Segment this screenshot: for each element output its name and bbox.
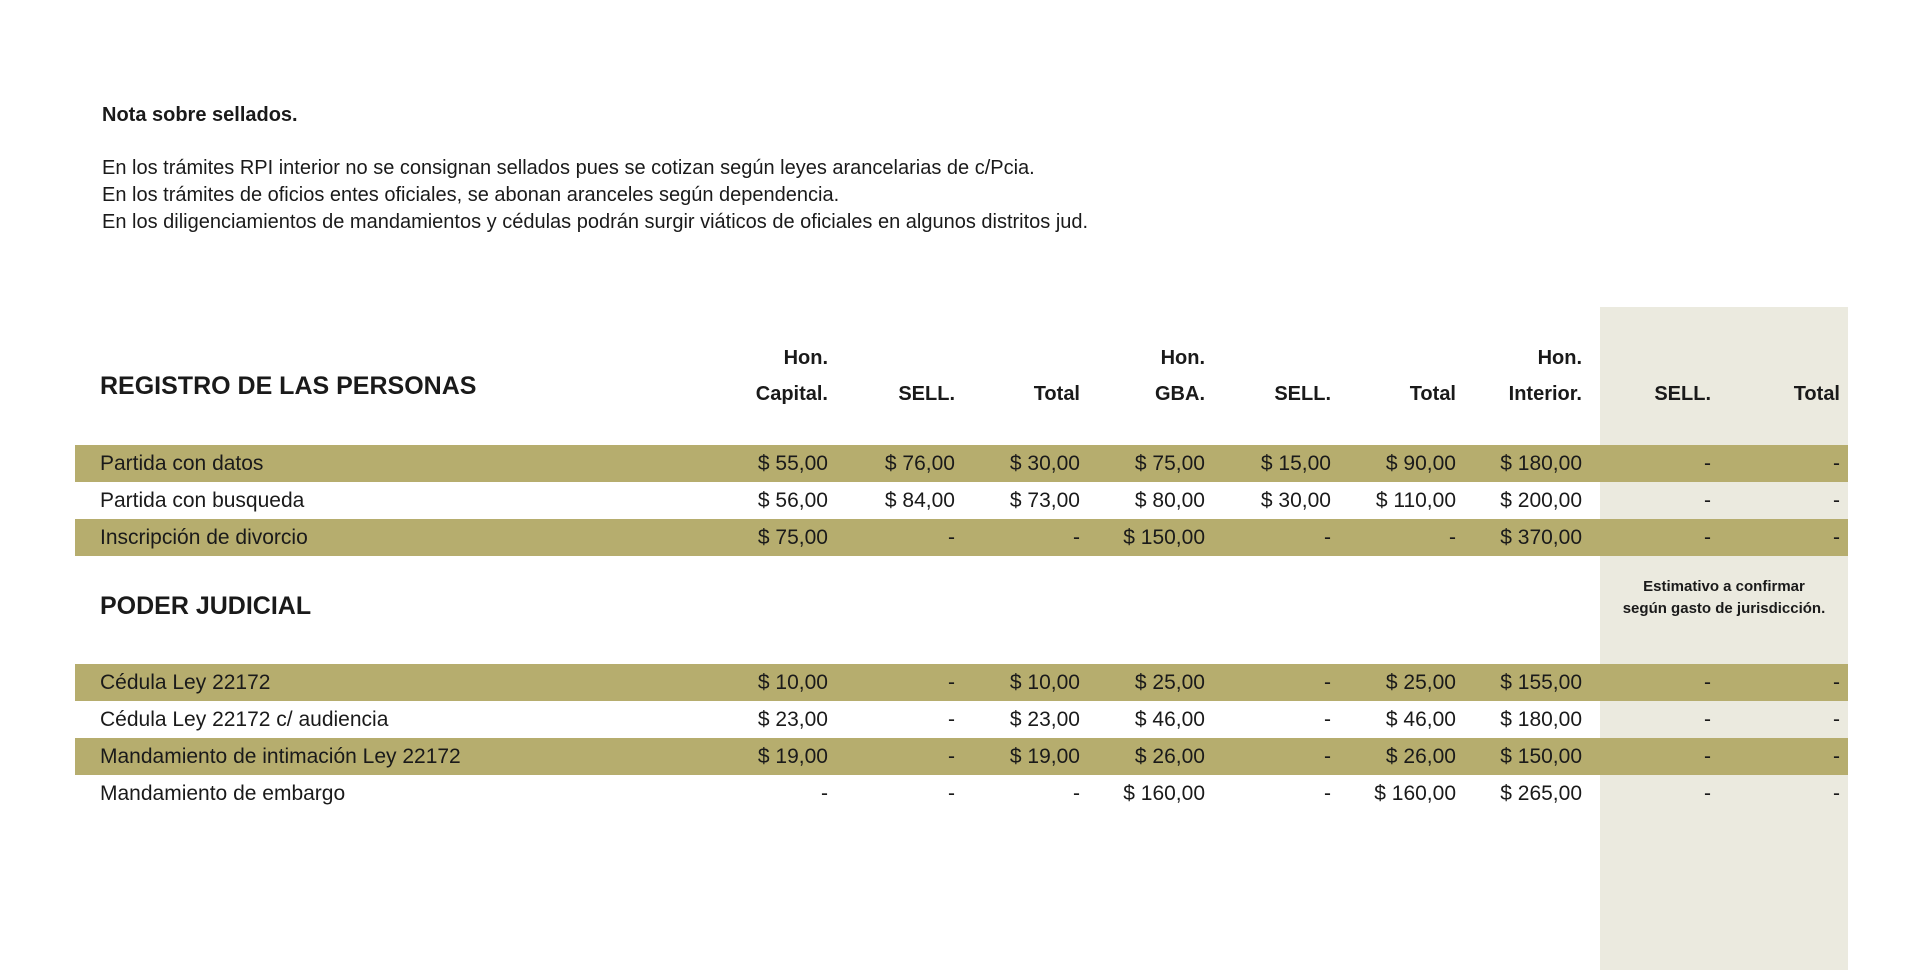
column-header-top xyxy=(1346,340,1456,376)
column-header-bottom: SELL. xyxy=(898,383,955,405)
row-value: - xyxy=(1704,708,1711,731)
note-block xyxy=(102,104,1402,236)
row-value: $ 25,00 xyxy=(1385,671,1456,694)
column-header-bottom: Capital. xyxy=(755,383,828,405)
row-value: $ 56,00 xyxy=(757,489,828,512)
row-value: $ 200,00 xyxy=(1500,489,1582,512)
row-value: $ 370,00 xyxy=(1500,526,1582,549)
row-value: $ 150,00 xyxy=(1123,526,1205,549)
row-label: Mandamiento de intimación Ley 22172 xyxy=(100,745,461,768)
column-header xyxy=(1730,340,1840,412)
row-value: $ 150,00 xyxy=(1500,745,1582,768)
row-value: - xyxy=(1073,526,1080,549)
row-value: - xyxy=(1704,782,1711,805)
row-value: $ 23,00 xyxy=(1009,708,1080,731)
column-header-top xyxy=(1221,340,1331,376)
column-header-bottom: Total xyxy=(1793,383,1840,405)
side-note-line-1: Estimativo a confirmar xyxy=(1643,578,1805,595)
row-value: $ 80,00 xyxy=(1134,489,1205,512)
row-value: $ 10,00 xyxy=(1009,671,1080,694)
column-header xyxy=(970,340,1080,412)
column-header-top: Hon. xyxy=(1160,347,1205,369)
row-value: - xyxy=(1833,526,1840,549)
row-value: $ 160,00 xyxy=(1123,782,1205,805)
table-row xyxy=(75,445,1848,482)
row-value: - xyxy=(1324,708,1331,731)
row-value: - xyxy=(1833,782,1840,805)
row-value: $ 30,00 xyxy=(1009,452,1080,475)
column-header-bottom: Interior. xyxy=(1508,383,1582,405)
row-value: $ 25,00 xyxy=(1134,671,1205,694)
row-value: - xyxy=(1704,745,1711,768)
note-title: Nota sobre sellados. xyxy=(102,104,298,126)
row-value: - xyxy=(1833,452,1840,475)
row-value: $ 75,00 xyxy=(1134,452,1205,475)
row-value: - xyxy=(821,782,828,805)
row-value: $ 90,00 xyxy=(1385,452,1456,475)
row-value: $ 76,00 xyxy=(884,452,955,475)
row-label: Inscripción de divorcio xyxy=(100,526,308,549)
column-header-top xyxy=(845,340,955,376)
row-value: $ 180,00 xyxy=(1500,452,1582,475)
row-value: $ 23,00 xyxy=(757,708,828,731)
table-row xyxy=(75,664,1848,701)
row-value: - xyxy=(1704,489,1711,512)
column-header-bottom: Total xyxy=(1033,383,1080,405)
row-value: - xyxy=(1324,526,1331,549)
column-header xyxy=(845,340,955,412)
row-value: $ 155,00 xyxy=(1500,671,1582,694)
row-value: $ 19,00 xyxy=(1009,745,1080,768)
row-value: - xyxy=(1704,671,1711,694)
column-header-bottom: GBA. xyxy=(1155,383,1205,405)
column-header-top xyxy=(1601,340,1711,376)
row-value: $ 26,00 xyxy=(1134,745,1205,768)
row-value: $ 46,00 xyxy=(1385,708,1456,731)
row-value: $ 26,00 xyxy=(1385,745,1456,768)
row-value: - xyxy=(1704,526,1711,549)
row-value: - xyxy=(948,526,955,549)
row-value: $ 30,00 xyxy=(1260,489,1331,512)
row-value: - xyxy=(1833,489,1840,512)
row-value: - xyxy=(1324,671,1331,694)
column-header xyxy=(1601,340,1711,412)
note-line-1: En los trámites RPI interior no se consignan sellados pues se cotizan según leyes arancelarias de c/Pcia. xyxy=(102,157,1035,179)
row-value: $ 84,00 xyxy=(884,489,955,512)
row-value: $ 180,00 xyxy=(1500,708,1582,731)
row-value: - xyxy=(1073,782,1080,805)
column-header xyxy=(1472,340,1582,412)
column-header-bottom: SELL. xyxy=(1274,383,1331,405)
note-line-3: En los diligenciamientos de mandamientos y cédulas podrán surgir viáticos de oficiales en algunos distritos jud. xyxy=(102,211,1089,233)
row-value: - xyxy=(1833,671,1840,694)
row-label: Mandamiento de embargo xyxy=(100,782,346,805)
row-value: $ 160,00 xyxy=(1374,782,1456,805)
side-note-line-2: según gasto de jurisdicción. xyxy=(1622,600,1826,617)
row-value: - xyxy=(1833,708,1840,731)
row-value: $ 75,00 xyxy=(757,526,828,549)
column-header xyxy=(1346,340,1456,412)
row-value: - xyxy=(948,782,955,805)
row-value: - xyxy=(1324,745,1331,768)
row-value: $ 46,00 xyxy=(1134,708,1205,731)
table-row xyxy=(75,738,1848,775)
column-header-bottom: SELL. xyxy=(1654,383,1711,405)
row-value: $ 110,00 xyxy=(1375,489,1456,512)
row-value: - xyxy=(1449,526,1456,549)
row-value: - xyxy=(948,708,955,731)
row-label: Partida con datos xyxy=(100,452,264,475)
row-value: $ 73,00 xyxy=(1009,489,1080,512)
column-header xyxy=(1221,340,1331,412)
column-header-top xyxy=(970,340,1080,376)
section-title: PODER JUDICIAL xyxy=(100,592,312,620)
row-value: - xyxy=(948,671,955,694)
row-value: - xyxy=(1704,452,1711,475)
note-line-2: En los trámites de oficios entes oficiales, se abonan aranceles según dependencia. xyxy=(102,184,840,206)
column-header xyxy=(1095,340,1205,412)
table-row xyxy=(75,482,1848,519)
column-header-top: Hon. xyxy=(783,347,828,369)
column-header-top: Hon. xyxy=(1537,347,1582,369)
row-value: $ 10,00 xyxy=(757,671,828,694)
row-value: - xyxy=(1833,745,1840,768)
row-label: Partida con busqueda xyxy=(100,489,305,512)
row-label: Cédula Ley 22172 c/ audiencia xyxy=(100,708,389,731)
table-row xyxy=(75,775,1848,812)
row-value: - xyxy=(948,745,955,768)
column-header xyxy=(718,340,828,412)
side-note xyxy=(1600,576,1848,620)
row-value: - xyxy=(1324,782,1331,805)
table-row xyxy=(75,519,1848,556)
row-label: Cédula Ley 22172 xyxy=(100,671,271,694)
row-value: $ 19,00 xyxy=(757,745,828,768)
table-row xyxy=(75,701,1848,738)
column-header-top xyxy=(1730,340,1840,376)
row-value: $ 265,00 xyxy=(1500,782,1582,805)
row-value: $ 15,00 xyxy=(1260,452,1331,475)
column-header-bottom: Total xyxy=(1409,383,1456,405)
section-title: REGISTRO DE LAS PERSONAS xyxy=(100,372,477,400)
row-value: $ 55,00 xyxy=(757,452,828,475)
